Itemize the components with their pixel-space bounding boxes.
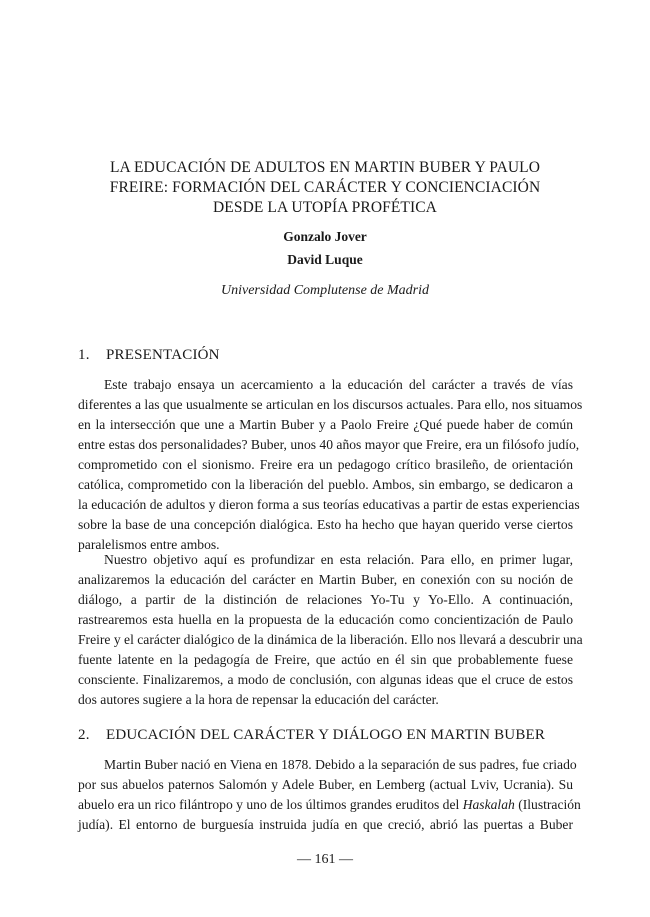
paragraph <box>78 550 583 710</box>
text-line: Martin Buber nació en Viena en 1878. Debido a la separación de sus padres, fue criado <box>104 757 577 772</box>
text-line: comprometido con el sionismo. Freire era un pedagogo crítico brasileño, de orientación <box>78 457 573 472</box>
text-line <box>78 795 581 815</box>
text-line: analizaremos la educación del carácter en Martin Buber, en conexión con su noción de <box>78 572 573 587</box>
section-title: EDUCACIÓN DEL CARÁCTER Y DIÁLOGO EN MARTIN BUBER <box>106 727 546 743</box>
text-line: sobre la base de una concepción dialógica. Esto ha hecho que hayan querido verse ciertos <box>78 517 573 532</box>
section-heading <box>78 727 578 744</box>
text-line: fuente latente en la pedagogía de Freire, que actúo en él sin que probablemente fuese <box>78 652 573 667</box>
section-heading <box>78 347 578 364</box>
page-number: — 161 — <box>297 852 353 867</box>
text-run: (Ilustración <box>514 797 581 812</box>
text-line: diálogo, a partir de la distinción de relaciones Yo-Tu y Yo-Ello. A continuación, <box>78 592 573 607</box>
text-line: consciente. Finalizaremos, a modo de conclusión, con algunas ideas que el cruce de estos <box>78 672 573 687</box>
article-title <box>90 158 560 218</box>
author-name: Gonzalo Jover <box>283 229 367 244</box>
text-line: paralelismos entre ambos. <box>78 537 220 552</box>
text-line: diferentes a las que usualmente se articulan en los discursos actuales. Para ello, nos situamos <box>78 397 583 412</box>
title-line: FREIRE: FORMACIÓN DEL CARÁCTER Y CONCIENCIACIÓN <box>109 179 541 196</box>
section-number: 1. <box>78 347 90 363</box>
paragraph <box>78 375 583 555</box>
text-line: Nuestro objetivo aquí es profundizar en esta relación. Para ello, en primer lugar, <box>104 552 573 567</box>
text-line: Este trabajo ensaya un acercamiento a la educación del carácter a través de vías <box>104 377 573 392</box>
text-run: abuelo era un rico filántropo y uno de los últimos grandes eruditos del <box>78 797 463 812</box>
text-line: por sus abuelos paternos Salomón y Adele Buber, en Lemberg (actual Lviv, Ucrania). Su <box>78 777 573 792</box>
text-line: en la intersección que une a Martin Buber y a Paolo Freire ¿Qué puede haber de común <box>78 417 573 432</box>
italic-term: Haskalah <box>462 797 515 812</box>
text-line: católica, comprometido con la liberación del pueblo. Ambos, sin embargo, se dedicaron a <box>78 477 573 492</box>
text-line: entre estas dos personalidades? Buber, unos 40 años mayor que Freire, era un filósofo judío, <box>78 437 580 452</box>
text-line: dos autores sugiere a la hora de repensar la educación del carácter. <box>78 692 439 707</box>
text-line: Freire y el carácter dialógico de la dinámica de la liberación. Ello nos llevará a descubrir una <box>78 632 583 647</box>
section-number: 2. <box>78 727 90 743</box>
paragraph <box>78 755 581 835</box>
author-name: David Luque <box>287 252 363 267</box>
title-line: DESDE LA UTOPÍA PROFÉTICA <box>213 199 437 216</box>
text-line: rastrearemos esta huella en la propuesta de la educación como concientización de Paulo <box>78 612 573 627</box>
title-line: LA EDUCACIÓN DE ADULTOS EN MARTIN BUBER Y PAULO <box>109 159 541 176</box>
text-line: la educación de adultos y dieron forma a sus teorías educativas a partir de estas experiencias <box>78 497 580 512</box>
section-title: PRESENTACIÓN <box>106 347 220 363</box>
affiliation: Universidad Complutense de Madrid <box>220 283 430 298</box>
text-line: judía). El entorno de burguesía instruida judía en que creció, abrió las puertas a Buber <box>78 817 573 832</box>
